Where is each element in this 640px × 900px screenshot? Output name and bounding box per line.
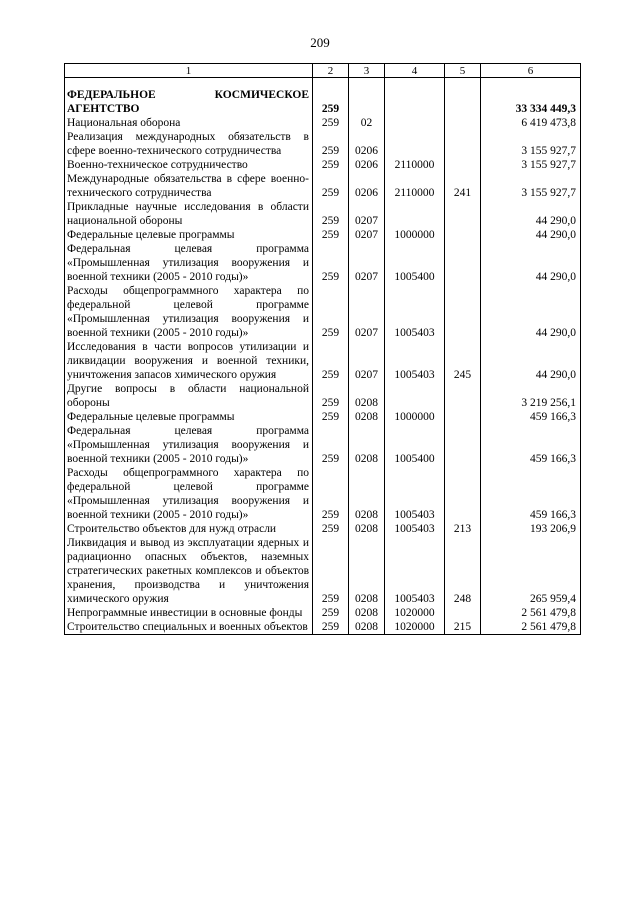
row-target-cell <box>385 382 445 410</box>
table-row <box>65 116 581 130</box>
row-name-cell: Исследования в части вопросов утилизации и ликвидации вооружения и военной техники, уничтожения запасов химического оружия <box>65 340 313 382</box>
table-row <box>65 522 581 536</box>
column-header-5: 5 <box>445 64 481 78</box>
row-amount-cell: 459 166,3 <box>481 466 581 522</box>
row-name-cell: Ликвидация и вывод из эксплуатации ядерных и радиационно опасных объектов, наземных стратегических ракетных комплексов и объектов хранения, производства и уничтожения химического оружия <box>65 536 313 606</box>
row-target-cell <box>385 200 445 228</box>
row-amount-cell: 44 290,0 <box>481 228 581 242</box>
row-chapter-cell: 259 <box>313 158 349 172</box>
table-row <box>65 424 581 466</box>
row-amount-cell: 44 290,0 <box>481 200 581 228</box>
table-row <box>65 242 581 284</box>
row-expense-type-cell <box>445 284 481 340</box>
row-chapter-cell: 259 <box>313 466 349 522</box>
row-chapter-cell: 259 <box>313 130 349 158</box>
row-target-cell: 2110000 <box>385 158 445 172</box>
row-amount-cell: 459 166,3 <box>481 424 581 466</box>
table-row <box>65 466 581 522</box>
row-target-cell: 1005403 <box>385 340 445 382</box>
column-header-1: 1 <box>65 64 313 78</box>
row-amount-cell: 6 419 473,8 <box>481 116 581 130</box>
row-expense-type-cell <box>445 78 481 117</box>
column-header-6: 6 <box>481 64 581 78</box>
row-chapter-cell: 259 <box>313 228 349 242</box>
row-target-cell: 1005403 <box>385 466 445 522</box>
row-expense-type-cell <box>445 130 481 158</box>
table-row <box>65 228 581 242</box>
row-section-cell: 0208 <box>349 466 385 522</box>
row-name-cell: Строительство объектов для нужд отрасли <box>65 522 313 536</box>
row-target-cell: 1005400 <box>385 424 445 466</box>
row-target-cell: 1005400 <box>385 242 445 284</box>
row-name-cell: Федеральная целевая программа «Промышленная утилизация вооружения и военной техники (2005 - 2010 годы)» <box>65 242 313 284</box>
row-chapter-cell: 259 <box>313 606 349 620</box>
row-target-cell <box>385 78 445 117</box>
row-section-cell: 0208 <box>349 606 385 620</box>
row-name-cell: Другие вопросы в области национальной обороны <box>65 382 313 410</box>
row-amount-cell: 265 959,4 <box>481 536 581 606</box>
row-section-cell: 0207 <box>349 200 385 228</box>
row-amount-cell: 193 206,9 <box>481 522 581 536</box>
row-target-cell: 2110000 <box>385 172 445 200</box>
row-chapter-cell: 259 <box>313 410 349 424</box>
row-name-cell: Военно-техническое сотрудничество <box>65 158 313 172</box>
row-expense-type-cell: 241 <box>445 172 481 200</box>
row-target-cell <box>385 130 445 158</box>
table-row <box>65 200 581 228</box>
row-name-cell: Федеральные целевые программы <box>65 228 313 242</box>
row-amount-cell: 44 290,0 <box>481 242 581 284</box>
row-chapter-cell: 259 <box>313 424 349 466</box>
row-section-cell: 0208 <box>349 536 385 606</box>
row-expense-type-cell <box>445 410 481 424</box>
row-section-cell: 0207 <box>349 340 385 382</box>
row-section-cell: 0207 <box>349 228 385 242</box>
row-chapter-cell: 259 <box>313 522 349 536</box>
row-amount-cell: 3 219 256,1 <box>481 382 581 410</box>
row-target-cell <box>385 116 445 130</box>
column-header-3: 3 <box>349 64 385 78</box>
table-row <box>65 78 581 117</box>
row-target-cell: 1000000 <box>385 410 445 424</box>
row-chapter-cell: 259 <box>313 242 349 284</box>
row-section-cell: 0206 <box>349 172 385 200</box>
row-name-cell: Расходы общепрограммного характера по федеральной целевой программе «Промышленная утилизация вооружения и военной техники (2005 - 2010 годы)» <box>65 466 313 522</box>
column-header-2: 2 <box>313 64 349 78</box>
row-chapter-cell: 259 <box>313 382 349 410</box>
row-section-cell: 0208 <box>349 522 385 536</box>
row-expense-type-cell: 213 <box>445 522 481 536</box>
row-chapter-cell: 259 <box>313 116 349 130</box>
table-row <box>65 620 581 635</box>
row-section-cell: 0207 <box>349 242 385 284</box>
row-amount-cell: 2 561 479,8 <box>481 606 581 620</box>
row-chapter-cell: 259 <box>313 620 349 635</box>
row-section-cell: 0206 <box>349 130 385 158</box>
row-target-cell: 1000000 <box>385 228 445 242</box>
row-section-cell: 02 <box>349 116 385 130</box>
row-chapter-cell: 259 <box>313 536 349 606</box>
row-expense-type-cell <box>445 424 481 466</box>
row-name-cell: Национальная оборона <box>65 116 313 130</box>
row-amount-cell: 3 155 927,7 <box>481 130 581 158</box>
row-chapter-cell: 259 <box>313 78 349 117</box>
row-expense-type-cell <box>445 228 481 242</box>
row-section-cell: 0208 <box>349 410 385 424</box>
row-expense-type-cell <box>445 382 481 410</box>
row-amount-cell: 459 166,3 <box>481 410 581 424</box>
row-expense-type-cell <box>445 116 481 130</box>
header-row <box>65 64 581 78</box>
table-row <box>65 606 581 620</box>
row-name-cell: Федеральные целевые программы <box>65 410 313 424</box>
row-name-cell: Международные обязательства в сфере военно-технического сотрудничества <box>65 172 313 200</box>
row-section-cell: 0208 <box>349 620 385 635</box>
row-expense-type-cell <box>445 158 481 172</box>
row-target-cell: 1005403 <box>385 284 445 340</box>
row-name-cell: Расходы общепрограммного характера по федеральной целевой программе «Промышленная утилизация вооружения и военной техники (2005 - 2010 годы)» <box>65 284 313 340</box>
row-section-cell: 0208 <box>349 424 385 466</box>
row-amount-cell: 44 290,0 <box>481 284 581 340</box>
row-section-cell: 0206 <box>349 158 385 172</box>
table-row <box>65 340 581 382</box>
row-section-cell: 0208 <box>349 382 385 410</box>
page-number: 209 <box>310 35 330 50</box>
row-target-cell: 1005403 <box>385 522 445 536</box>
row-target-cell: 1020000 <box>385 606 445 620</box>
table-row <box>65 382 581 410</box>
row-name-cell: Федеральная целевая программа «Промышленная утилизация вооружения и военной техники (2005 - 2010 годы)» <box>65 424 313 466</box>
row-chapter-cell: 259 <box>313 284 349 340</box>
table-body <box>65 78 581 635</box>
column-header-4: 4 <box>385 64 445 78</box>
row-amount-cell: 44 290,0 <box>481 340 581 382</box>
row-expense-type-cell <box>445 466 481 522</box>
table-row <box>65 284 581 340</box>
row-chapter-cell: 259 <box>313 200 349 228</box>
row-name-cell: ФЕДЕРАЛЬНОЕ КОСМИЧЕСКОЕ АГЕНТСТВО <box>65 78 313 117</box>
row-expense-type-cell <box>445 242 481 284</box>
row-expense-type-cell: 215 <box>445 620 481 635</box>
row-amount-cell: 33 334 449,3 <box>481 78 581 117</box>
budget-table <box>64 63 581 635</box>
row-chapter-cell: 259 <box>313 172 349 200</box>
row-name-cell: Непрограммные инвестиции в основные фонды <box>65 606 313 620</box>
row-expense-type-cell: 245 <box>445 340 481 382</box>
row-target-cell: 1020000 <box>385 620 445 635</box>
row-amount-cell: 3 155 927,7 <box>481 172 581 200</box>
row-amount-cell: 3 155 927,7 <box>481 158 581 172</box>
row-name-cell: Строительство специальных и военных объектов <box>65 620 313 635</box>
row-section-cell <box>349 78 385 117</box>
row-expense-type-cell: 248 <box>445 536 481 606</box>
row-name-cell: Прикладные научные исследования в области национальной обороны <box>65 200 313 228</box>
table-row <box>65 172 581 200</box>
row-amount-cell: 2 561 479,8 <box>481 620 581 635</box>
row-name-cell: Реализация международных обязательств в сфере военно-технического сотрудничества <box>65 130 313 158</box>
row-expense-type-cell <box>445 606 481 620</box>
row-expense-type-cell <box>445 200 481 228</box>
row-section-cell: 0207 <box>349 284 385 340</box>
table-row <box>65 158 581 172</box>
table-row <box>65 536 581 606</box>
table-row <box>65 130 581 158</box>
row-chapter-cell: 259 <box>313 340 349 382</box>
table-row <box>65 410 581 424</box>
row-target-cell: 1005403 <box>385 536 445 606</box>
